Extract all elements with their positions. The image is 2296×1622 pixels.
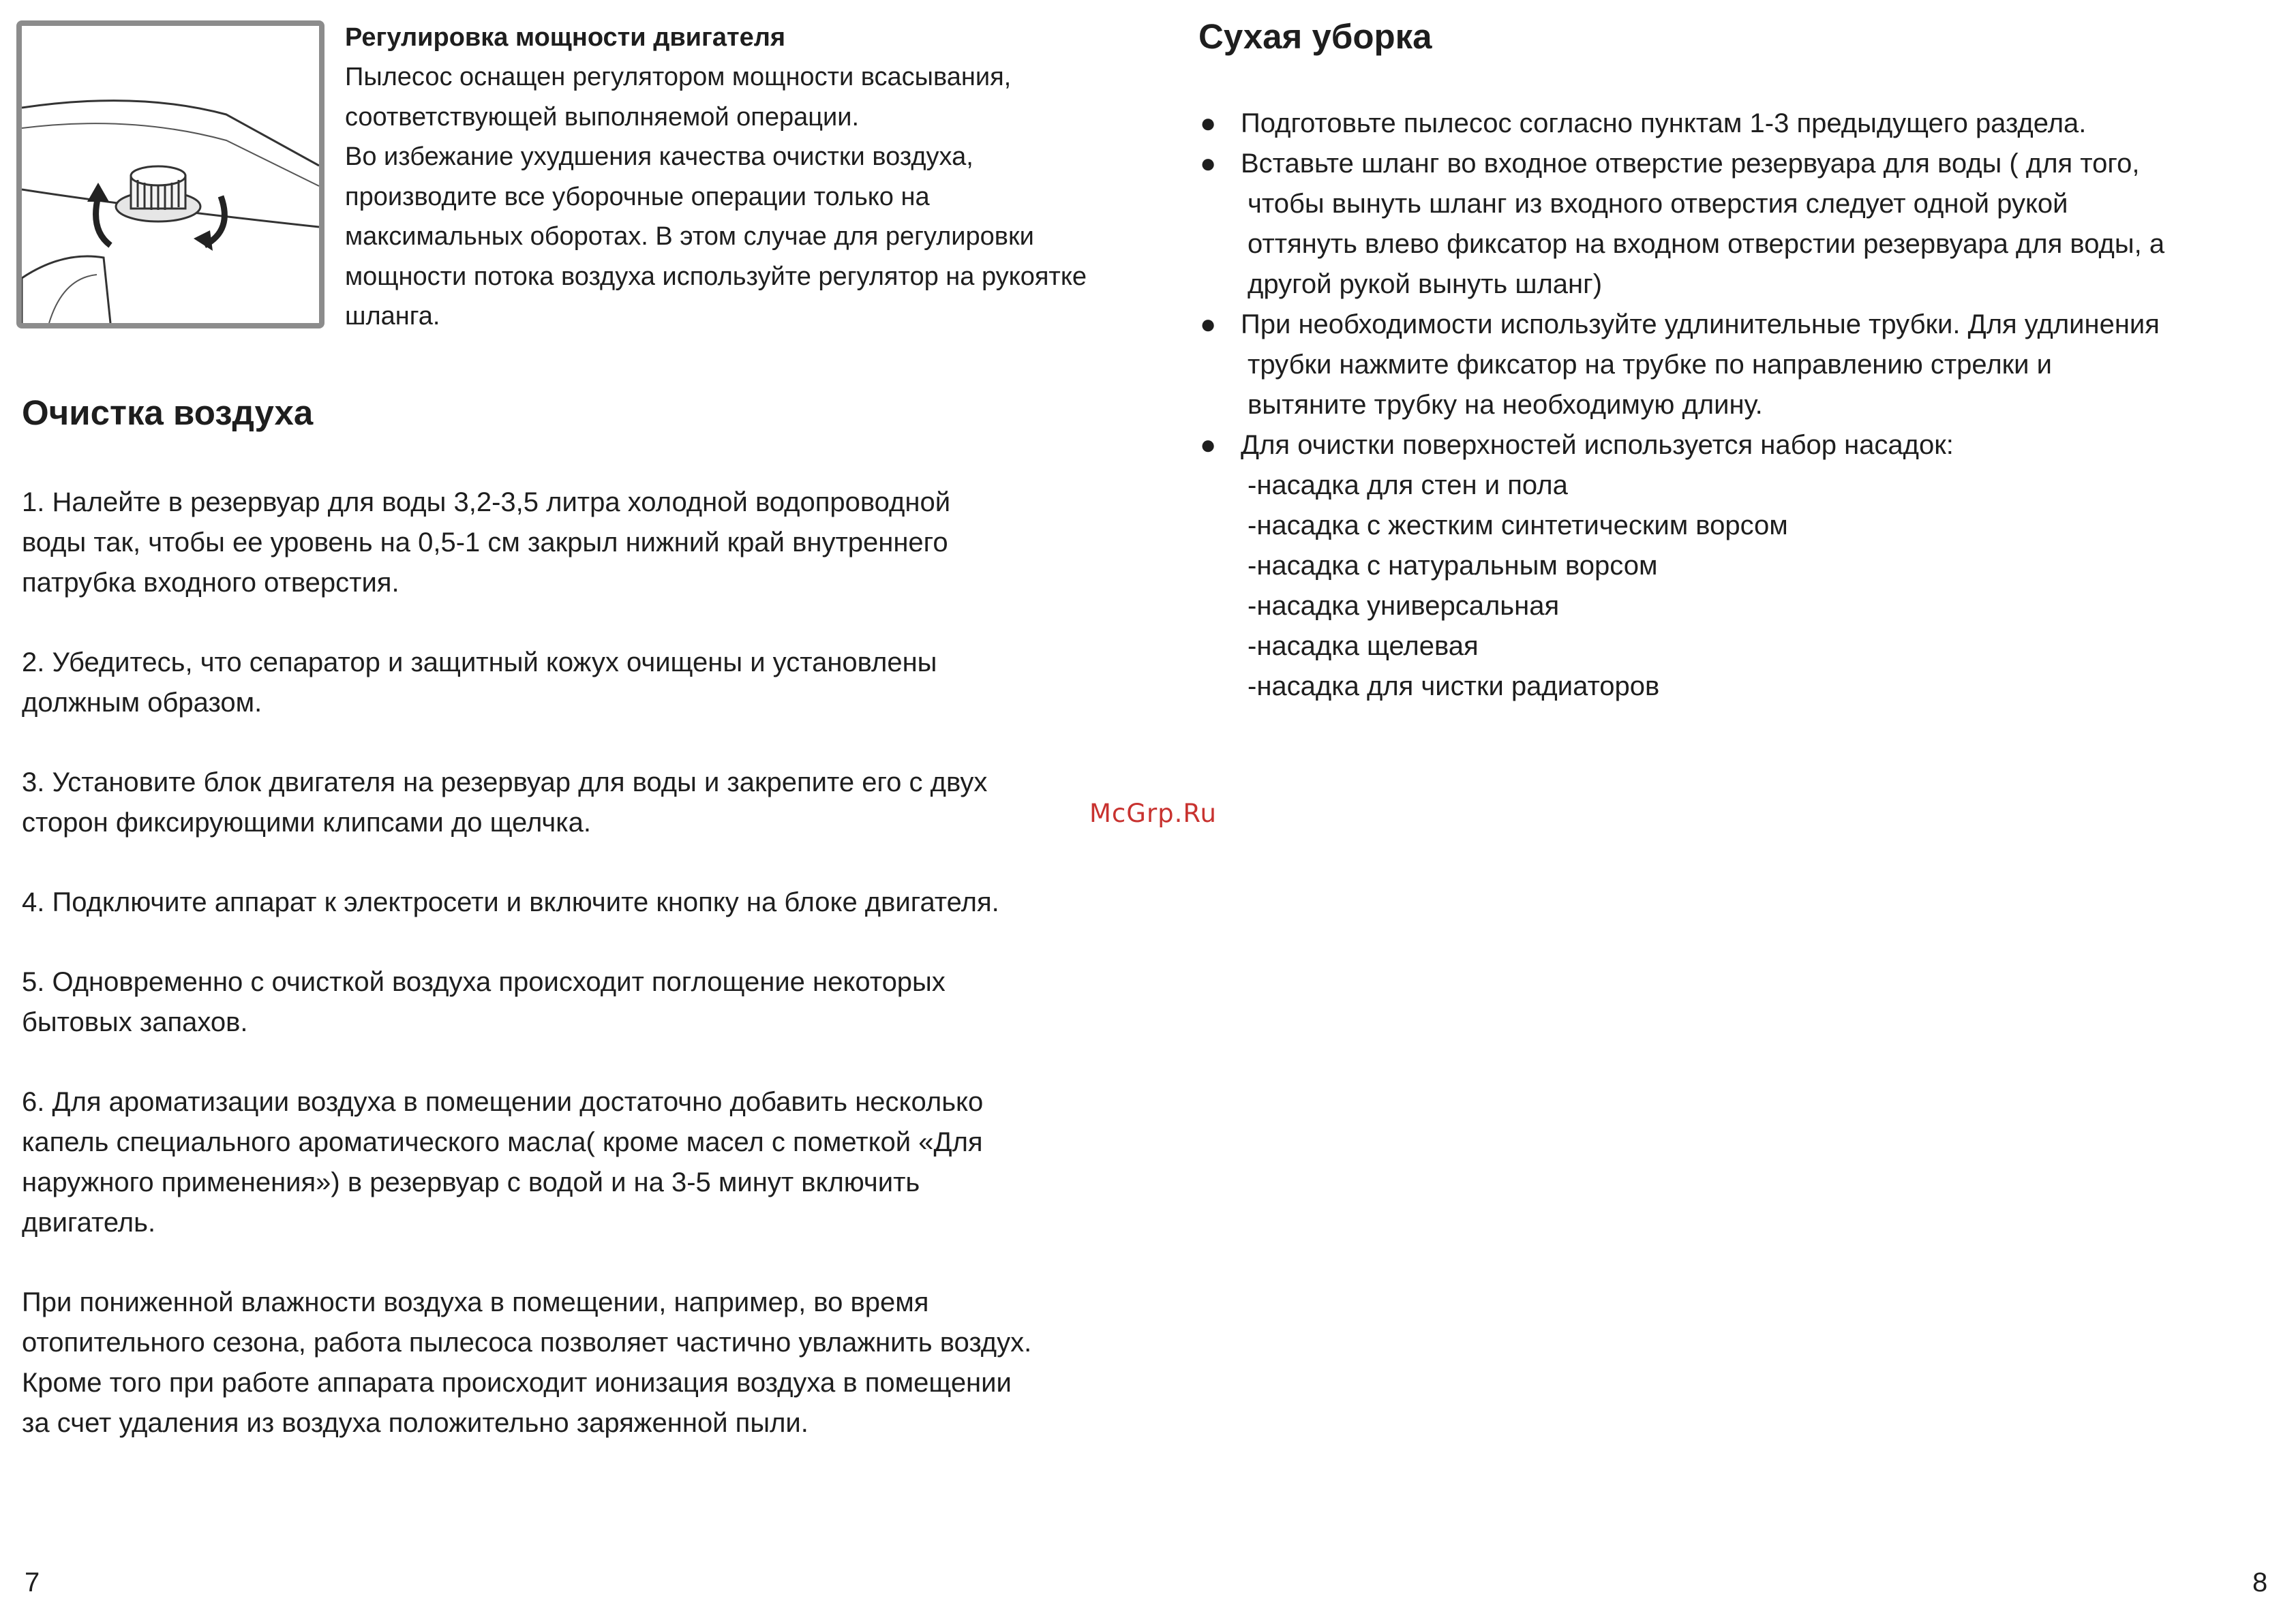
step-line: за счет удаления из воздуха положительно заряженной пыли. — [22, 1408, 809, 1438]
motor-power-line: максимальных оборотах. В этом случае для регулировки — [345, 222, 1034, 251]
page-number-left: 7 — [25, 1567, 40, 1597]
motor-power-title: Регулировка мощности двигателя — [345, 23, 786, 52]
item-line: При необходимости используйте удлинительные трубки. Для удлинения — [1241, 309, 2160, 339]
step-line: капель специального ароматического масла( кроме масел с пометкой «Для — [22, 1127, 983, 1157]
motor-power-line: мощности потока воздуха используйте регулятор на рукоятке — [345, 262, 1087, 291]
air-cleaning-note — [22, 1283, 1153, 1443]
step-line: наружного применения») в резервуар с водой и на 3-5 минут включить — [22, 1167, 920, 1197]
step-line: 3. Установите блок двигателя на резервуар для воды и закрепите его с двух — [22, 767, 988, 797]
dry-cleaning-item — [1198, 104, 2276, 144]
air-cleaning-step-6 — [22, 1082, 1153, 1243]
air-cleaning-step-5 — [22, 962, 1153, 1043]
item-line: оттянуть влево фиксатор на входном отверстии резервуара для воды, а — [1248, 229, 2165, 259]
bullet-icon: ● — [1200, 309, 1217, 339]
item-line: трубки нажмите фиксатор на трубке по направлению стрелки и — [1248, 350, 2052, 380]
item-line: Подготовьте пылесос согласно пунктам 1-3 предыдущего раздела. — [1241, 108, 2087, 138]
dry-cleaning-heading: Сухая уборка — [1198, 17, 1432, 56]
motor-power-line: Пылесос оснащен регулятором мощности всасывания, — [345, 63, 1012, 91]
air-cleaning-heading: Очистка воздуха — [22, 393, 314, 432]
nozzle-item: -насадка универсальная — [1248, 591, 1560, 621]
air-cleaning-steps — [22, 483, 1153, 1483]
motor-power-line: Во избежание ухудшения качества очистки воздуха, — [345, 142, 973, 171]
item-line: чтобы вынуть шланг из входного отверстия следует одной рукой — [1248, 189, 2068, 219]
regulator-figure — [16, 20, 324, 328]
motor-power-section — [345, 18, 1143, 337]
nozzle-item: -насадка для чистки радиаторов — [1248, 671, 1660, 701]
item-line: Для очистки поверхностей используется набор насадок: — [1241, 430, 1954, 460]
step-line: отопительного сезона, работа пылесоса позволяет частично увлажнить воздух. — [22, 1328, 1032, 1358]
nozzle-item: -насадка щелевая — [1248, 631, 1479, 661]
air-cleaning-step-1 — [22, 483, 1153, 603]
motor-power-line: производите все уборочные операции только на — [345, 182, 930, 211]
watermark: McGrp.Ru — [1089, 799, 1217, 828]
air-cleaning-step-3 — [22, 763, 1153, 843]
item-line: вытяните трубку на необходимую длину. — [1248, 390, 1763, 420]
step-line: бытовых запахов. — [22, 1007, 248, 1037]
nozzle-item: -насадка с натуральным ворсом — [1248, 551, 1658, 581]
step-line: 5. Одновременно с очисткой воздуха происходит поглощение некоторых — [22, 967, 946, 997]
step-line: воды так, чтобы ее уровень на 0,5-1 см закрыл нижний край внутреннего — [22, 527, 948, 557]
step-line: Кроме того при работе аппарата происходит ионизация воздуха в помещении — [22, 1368, 1012, 1398]
air-cleaning-step-2 — [22, 643, 1153, 723]
step-line: должным образом. — [22, 688, 262, 718]
nozzle-item: -насадка с жестким синтетическим ворсом — [1248, 510, 1788, 540]
step-line: При пониженной влажности воздуха в помещении, например, во время — [22, 1287, 929, 1317]
item-line: Вставьте шланг во входное отверстие резервуара для воды ( для того, — [1241, 149, 2140, 179]
step-line: 2. Убедитесь, что сепаратор и защитный кожух очищены и установлены — [22, 647, 937, 677]
motor-power-line: шланга. — [345, 302, 440, 331]
step-line: 6. Для ароматизации воздуха в помещении достаточно добавить несколько — [22, 1087, 984, 1117]
dry-cleaning-list — [1198, 104, 2276, 707]
step-line: 1. Налейте в резервуар для воды 3,2-3,5 литра холодной водопроводной — [22, 487, 951, 517]
bullet-icon: ● — [1200, 108, 1217, 138]
bullet-icon: ● — [1200, 430, 1217, 460]
dry-cleaning-item — [1198, 144, 2276, 305]
page-number-right: 8 — [2252, 1567, 2268, 1597]
step-line: сторон фиксирующими клипсами до щелчка. — [22, 808, 591, 838]
power-regulator-knob-icon — [22, 26, 319, 323]
air-cleaning-step-4 — [22, 883, 1153, 923]
item-line: другой рукой вынуть шланг) — [1248, 269, 1603, 299]
step-line: патрубка входного отверстия. — [22, 568, 399, 598]
step-line: двигатель. — [22, 1208, 156, 1238]
motor-power-line: соответствующей выполняемой операции. — [345, 102, 860, 132]
dry-cleaning-item — [1198, 425, 2276, 707]
dry-cleaning-item — [1198, 305, 2276, 425]
nozzle-item: -насадка для стен и пола — [1248, 470, 1568, 500]
bullet-icon: ● — [1200, 149, 1217, 179]
step-line: 4. Подключите аппарат к электросети и включите кнопку на блоке двигателя. — [22, 887, 999, 917]
